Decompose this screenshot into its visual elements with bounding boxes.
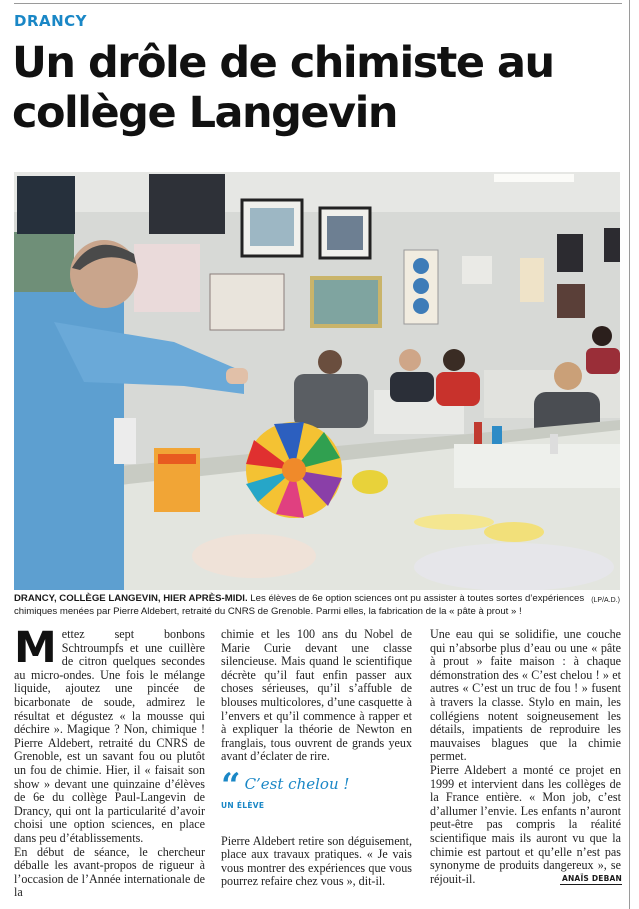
drop-cap: M [14,623,57,673]
paragraph: Pierre Aldebert a monté ce projet en 1999 et intervient dans les collèges de la France entière. « Mon job, c’est d’allumer l’envie. Les enfants n’auront peut-être pas compris la réalité scientifique mais ils auront vu que la chimie est partout et qu’elle n’est pas synonyme de produits dangereux », se réjouit-il. [430,762,621,886]
headline: Un drôle de chimiste au collège Langevin [12,38,554,138]
quote-text: C’est chelou ! [244,775,350,794]
article-column-3 [430,628,621,886]
paragraph: chimie et les 100 ans du Nobel de Marie Curie devant une classe silencieuse. Mais quand le scientifique décrète qu’il faut enfin passer aux choses sérieuses, qu’il s’affuble de blouses multicolores, d’une casquette à l’envers et qu’il commence à rapper et à expliquer la théorie de Newton en franglais, tous ouvrent de grands yeux avant d’éclater de rire. [221,627,412,764]
section-kicker: DRANCY [14,12,88,30]
caption-lead: DRANCY, COLLÈGE LANGEVIN, HIER APRÈS-MIDI. [14,593,248,604]
paragraph: Pierre Aldebert retire son déguisement, place aux travaux pratiques. « Je vais vous montrer des expériences que vous pourrez refaire chez vous », dit-il. [221,833,412,889]
quote-attribution: UN ÉLÈVE [221,800,265,810]
top-rule [14,3,622,4]
column-rule [629,0,630,909]
quote-mark-icon: “ [221,765,241,806]
photo-caption [14,593,620,618]
photo-credit: (LP/A.D.) [591,597,620,604]
classroom-photo [14,172,620,590]
paragraph: Une eau qui se solidifie, une couche qui n’absorbe plus d’eau ou une « pâte à prout » faite maison : à chaque démonstration des « C’est chelou ! » et autres « C’est un truc de fou ! » fusent à travers la classe. Stylo en main, les collégiens notent soigneusement les détails, impatients de reproduire les mauvaises blagues que la chimie permet. [430,627,621,764]
article-column-2 [221,628,412,889]
paragraph [14,623,205,846]
paragraph: En début de séance, le chercheur déballe les avant-propos de rigueur à l’occasion de l’Année internationale de la [14,844,205,900]
paragraph-text: ettez sept bonbons Schtroumpfs et une cuillère de citron quelques secondes au micro-ondes. Une fois le mélange liquide, ajoutez une pincée de bicarbonate de soude, admirez le résultat et dégustez « la mousse qui déchire ». Magique ? Non, chimique ! Pierre Aldebert, retraité du CNRS de Grenoble, est un savant fou ou plutôt un fou de chimie. Hier, il « faisait son show » devant une quinzaine d’élèves de 6e du collège Paul-Langevin de Drancy, qui ont la particularité d’avoir choisi une option sciences, en place dans peu d’établissements. [14,627,205,845]
author-byline: ANAÏS DEBAN [561,874,622,883]
pull-quote [221,765,412,813]
article-column-1 [14,623,205,900]
caption-text: Les élèves de 6e option sciences ont pu assister à toutes sortes d’expériences chimiques menées par Pierre Aldebert, retraité du CNRS de Grenoble. Parmi elles, la fabrication de la « pâte à prout » ! [14,593,585,617]
